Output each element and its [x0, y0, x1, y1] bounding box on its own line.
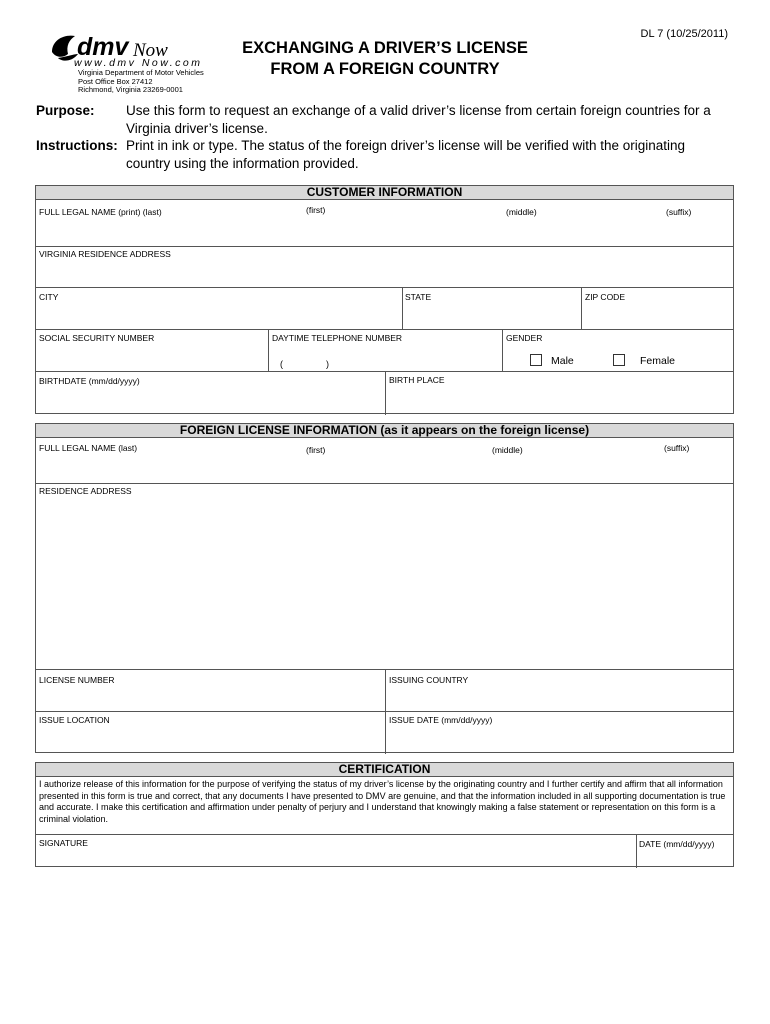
gender-male-label: Male	[551, 355, 574, 367]
zip-code-field[interactable]: ZIP CODE	[585, 292, 625, 302]
agency-address	[78, 69, 204, 95]
foreign-first-name-field[interactable]: (first)	[306, 445, 326, 455]
purpose-text: Use this form to request an exchange of a valid driver’s license from certain foreign countries for a Virginia driver’s license.	[126, 103, 711, 136]
license-number-field[interactable]: LICENSE NUMBER	[39, 675, 115, 685]
birthdate-field[interactable]: BIRTHDATE (mm/dd/yyyy)	[39, 376, 140, 386]
gender-label: GENDER	[506, 333, 543, 343]
section-certification: CERTIFICATION	[35, 762, 734, 777]
state-field[interactable]: STATE	[405, 292, 432, 302]
foreign-last-name-field[interactable]: FULL LEGAL NAME (last)	[39, 443, 138, 453]
customer-information-grid	[35, 199, 734, 414]
form-title-line1: EXCHANGING A DRIVER’S LICENSE	[242, 39, 528, 57]
foreign-middle-name-field[interactable]: (middle)	[492, 445, 523, 455]
instructions-label: Instructions:	[36, 138, 118, 153]
form-title-line2: FROM A FOREIGN COUNTRY	[270, 60, 500, 78]
agency-name: Virginia Department of Motor Vehicles	[78, 68, 204, 77]
logo-brand: dmv	[77, 33, 129, 61]
section-foreign-license-information: FOREIGN LICENSE INFORMATION (as it appears on the foreign license)	[35, 423, 734, 438]
instructions-text: Print in ink or type. The status of the foreign driver’s license will be verified with the originating country using the information provided.	[126, 138, 686, 171]
birth-place-field[interactable]: BIRTH PLACE	[389, 375, 445, 385]
customer-first-name-field[interactable]: (first)	[306, 205, 326, 215]
customer-middle-name-field[interactable]: (middle)	[506, 207, 537, 217]
gender-male-checkbox[interactable]	[530, 354, 542, 366]
issue-location-field[interactable]: ISSUE LOCATION	[39, 715, 110, 725]
phone-area-open-paren: (	[280, 359, 283, 369]
certification-grid	[35, 776, 734, 867]
form-number: DL 7 (10/25/2011)	[640, 28, 728, 40]
customer-last-name-field[interactable]: FULL LEGAL NAME (print) (last)	[39, 207, 162, 217]
issue-date-field[interactable]: ISSUE DATE (mm/dd/yyyy)	[389, 715, 493, 725]
agency-city: Richmond, Virginia 23269-0001	[78, 85, 183, 94]
logo-website: www.dmv Now.com	[74, 57, 203, 69]
form-title	[200, 38, 570, 80]
agency-po-box: Post Office Box 27412	[78, 76, 153, 86]
social-security-number-field[interactable]: SOCIAL SECURITY NUMBER	[39, 333, 155, 343]
certification-date-field[interactable]: DATE (mm/dd/yyyy)	[639, 839, 715, 849]
certification-statement: I authorize release of this information for the purpose of verifying the status of my driver’s license by the originating country and I further certify and affirm that all information presented in this form is true and correct, that any documents I have presented to DMV are genuine, and that the information included in all supporting documentation is true and accurate. I make this certification and affirmation under penalty of perjury and I understand that knowingly making a false statement or representation on this form is a criminal violation.	[39, 779, 726, 824]
purpose-label: Purpose:	[36, 103, 95, 118]
logo-brand-suffix: Now	[133, 40, 168, 61]
issuing-country-field[interactable]: ISSUING COUNTRY	[389, 675, 469, 685]
signature-field[interactable]: SIGNATURE	[39, 838, 88, 848]
daytime-telephone-field[interactable]: DAYTIME TELEPHONE NUMBER	[272, 333, 403, 343]
foreign-license-grid	[35, 437, 734, 753]
city-field[interactable]: CITY	[39, 292, 59, 302]
customer-suffix-field[interactable]: (suffix)	[666, 207, 692, 217]
foreign-residence-address-field[interactable]: RESIDENCE ADDRESS	[39, 486, 132, 496]
foreign-suffix-field[interactable]: (suffix)	[664, 443, 690, 453]
phone-area-close-paren: )	[326, 359, 329, 369]
virginia-residence-address-field[interactable]: VIRGINIA RESIDENCE ADDRESS	[39, 249, 171, 259]
gender-female-label: Female	[640, 355, 676, 367]
gender-female-checkbox[interactable]	[613, 354, 625, 366]
section-customer-information: CUSTOMER INFORMATION	[35, 185, 734, 200]
